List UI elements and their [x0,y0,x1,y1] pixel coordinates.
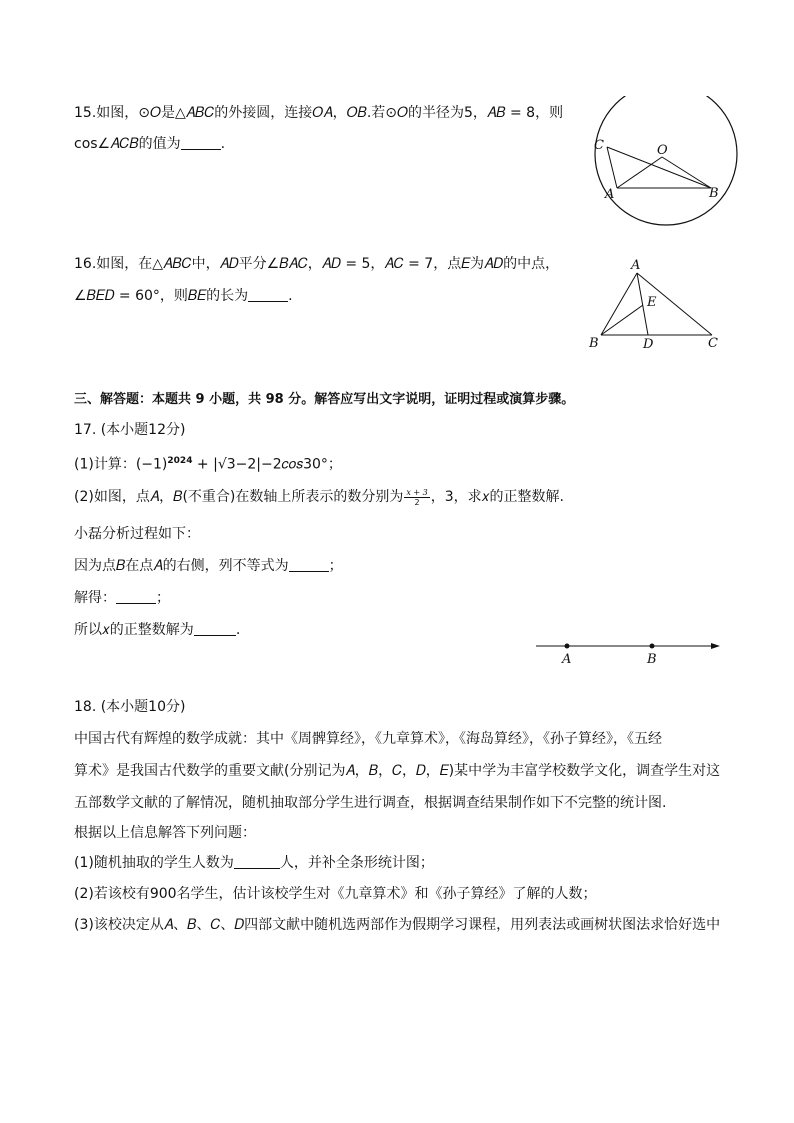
q15-label-O: O [657,143,668,158]
point-A [565,644,570,649]
q15-circle-figure [590,96,760,226]
q16-label-D: D [643,337,654,352]
q18-q1-text: (1)随机抽取的学生人数为 [74,855,234,871]
q15-label-A: A [605,187,615,202]
q17-title: 17. (本小题12分) [74,422,186,438]
q17-step3-text: 所以𝑥的正整数解为 [74,622,194,638]
q16-line2-text: ∠𝐵𝐸𝐷 = 60°，则𝐵𝐸的长为 [74,288,249,304]
q17-part2-text: (2)如图，点𝐴，𝐵(不重合)在数轴上所表示的数分别为 [74,489,404,505]
q18-subquestion-2: (2)若该校有900名学生，估计该校学生对《九章算术》和《孙子算经》了解的人数； [74,886,597,902]
q17-step1-blank[interactable] [289,557,329,572]
segment-CA [607,147,617,188]
q17-part2 [74,487,564,507]
q17-part1 [74,451,342,475]
q17-step2-end: ； [156,590,170,606]
segment-OA [617,157,662,188]
q18-title: 18. (本小题10分) [74,699,186,715]
q17-part1-rest: + |√3−2|−2𝑐𝑜𝑠30°； [192,456,342,473]
q18-paragraph-line2: 算术》是我国古代数学的重要文献(分别记为𝐴，𝐵，𝐶，𝐷，𝐸)某中学为丰富学校数学文化，调查学生对这 [74,763,721,779]
q18-paragraph-line3: 五部数学文献的了解情况，随机抽取部分学生进行调查，根据调查结果制作如下不完整的统计图. [74,795,667,811]
q17-axis-label-A: A [562,652,572,667]
q18-q1-rest: 人，并补全条形统计图； [279,855,434,871]
number-line-arrow [711,643,720,649]
q15-line2-text: cos∠𝐴𝐶𝐵的值为 [74,136,181,152]
point-B [650,644,655,649]
q17-fraction-numerator: x + 3 [406,487,428,497]
q18-paragraph-line1: 中国古代有辉煌的数学成就：其中《周髀算经》，《九章算术》，《海岛算经》，《孙子算经》，《五经 [74,731,662,747]
q17-step3-end: . [235,622,241,638]
q16-line2-end: . [288,288,293,304]
q17-step3-blank[interactable] [194,621,236,636]
q16-label-C: C [708,336,718,351]
q18-q1-blank[interactable] [234,854,280,869]
q17-analysis-title: 小磊分析过程如下： [74,526,200,542]
q16-line2 [74,286,293,306]
q17-step2-blank[interactable] [116,589,156,604]
q17-step1-end: ； [328,558,343,574]
q16-label-B: B [589,336,599,351]
q16-label-A: A [631,258,641,273]
q18-subquestion-1 [74,853,434,873]
section3-heading: 三、解答题：本题共 9 小题，共 98 分。解答应写出文字说明，证明过程或演算步骤。 [74,392,575,407]
q16-line1: 16.如图，在△𝐴𝐵𝐶中，𝐴𝐷平分∠𝐵𝐴𝐶，𝐴𝐷 = 5，𝐴𝐶 = 7，点𝐸为𝐴𝐷的中点， [74,256,560,272]
q18-instruction: 根据以上信息解答下列问题： [74,825,256,841]
q17-number-line [530,636,730,668]
q17-part1-text: (1)计算：(−1) [74,456,168,473]
q17-fraction-denominator: 2 [414,497,420,507]
q18-subquestion-3: (3)该校决定从𝐴、𝐵、𝐶、𝐷四部文献中随机选两部作为假期学习课程，用列表法或画树状图法求恰好选中 [74,917,721,933]
q17-axis-label-B: B [647,652,657,667]
q17-fraction [404,488,429,507]
q17-step1-text: 因为点𝐵在点𝐴的右侧，列不等式为 [74,558,289,574]
q15-label-B: B [709,186,719,201]
q15-answer-blank[interactable] [181,135,221,150]
segment-BE [601,305,643,335]
q16-label-E: E [647,295,657,310]
q17-step2-text: 解得： [74,590,116,606]
q15-line2-end: . [220,136,226,152]
q17-part2-rest: ，3，求𝑥的正整数解. [430,489,564,505]
q17-step1 [74,556,343,576]
q17-step2 [74,588,170,608]
q15-line2 [74,134,225,154]
q15-line1: 15.如图，⊙𝑂是△𝐴𝐵𝐶的外接圆，连接𝑂𝐴，𝑂𝐵.若⊙𝑂的半径为5，𝐴𝐵 = 8，则 [74,105,564,121]
q17-part1-exponent: 2024 [167,456,193,466]
q15-label-C: C [594,138,604,153]
segment-AB [601,273,637,335]
q17-step3 [74,620,240,640]
segment-OB [662,157,711,188]
q16-triangle-figure [584,254,734,354]
circumcircle [595,96,737,225]
q16-answer-blank[interactable] [248,287,288,302]
